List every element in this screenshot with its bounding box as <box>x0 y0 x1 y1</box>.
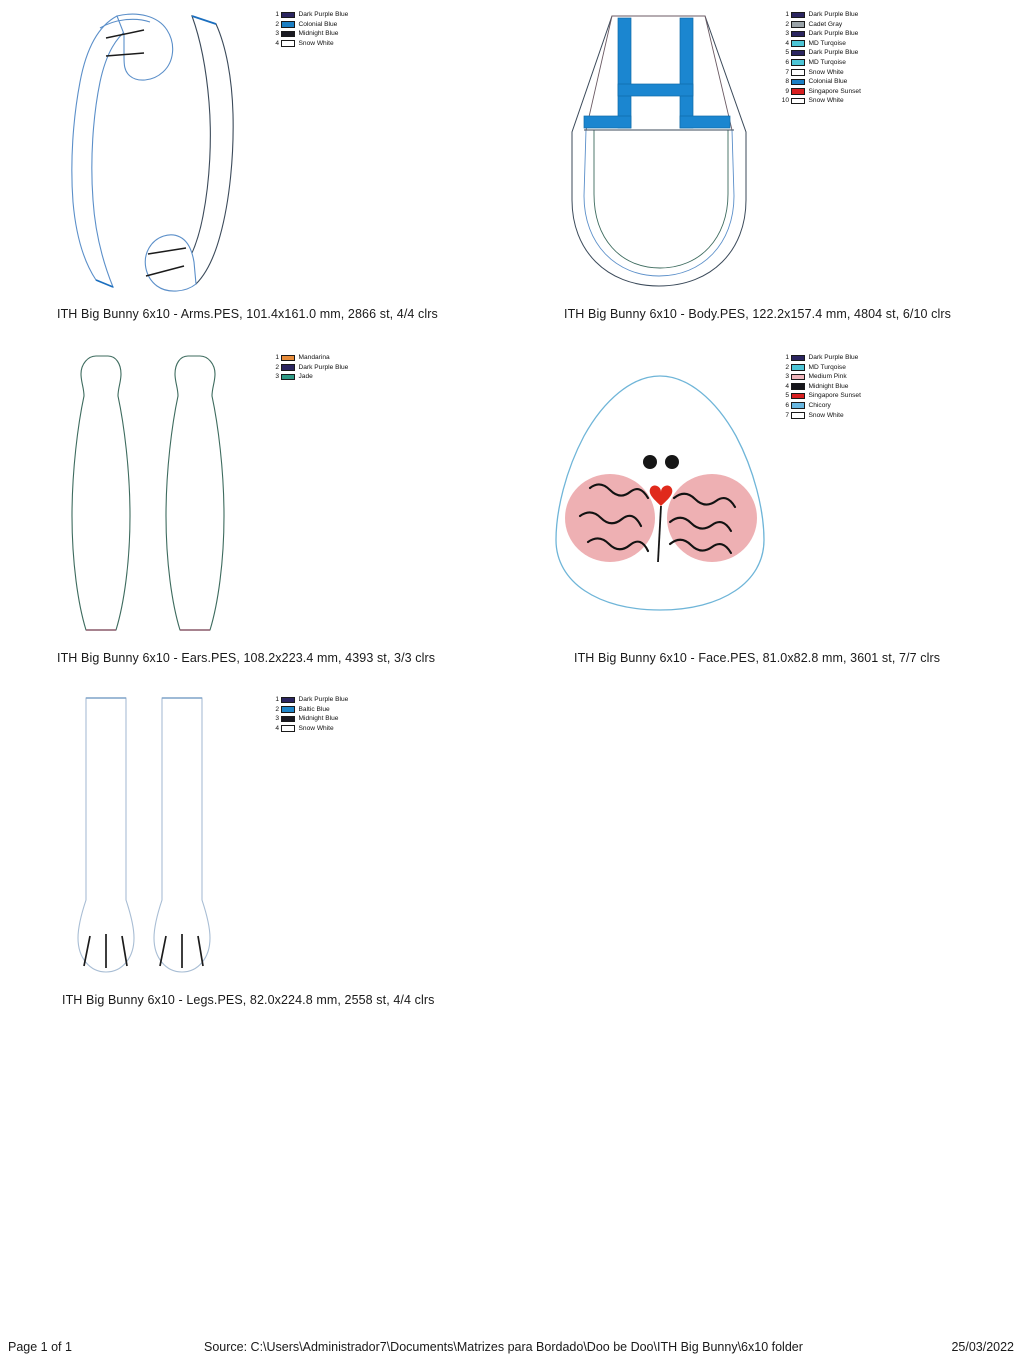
legend-color-swatch <box>791 79 805 86</box>
legend-color-name: MD Turqoise <box>808 363 846 371</box>
legend-row <box>268 20 348 30</box>
legend-number: 1 <box>275 354 279 361</box>
legend-color-swatch <box>281 706 295 713</box>
design-caption-arms: ITH Big Bunny 6x10 - Arms.PES, 101.4x161.0 mm, 2866 st, 4/4 clrs <box>57 307 438 321</box>
legend-color-name: Snow White <box>808 68 844 76</box>
legend-color-swatch <box>281 21 295 28</box>
legend-number: 1 <box>275 11 279 18</box>
legend-number: 1 <box>275 696 279 703</box>
legend-row <box>778 20 861 30</box>
design-caption-ears: ITH Big Bunny 6x10 - Ears.PES, 108.2x223.4 mm, 4393 st, 3/3 clrs <box>57 651 436 665</box>
legend-color-name: Snow White <box>808 411 844 419</box>
legend-number: 2 <box>275 20 279 28</box>
legend-color-swatch <box>791 69 805 76</box>
legend-color-name: Midnight Blue <box>808 382 849 390</box>
legend-color-swatch <box>281 374 295 381</box>
legend-row <box>268 714 348 724</box>
legend-row <box>778 87 861 97</box>
legend-color-name: Colonial Blue <box>808 78 848 86</box>
legend-row <box>778 382 861 392</box>
legend-number: 7 <box>785 411 789 419</box>
legend-number: 2 <box>275 363 279 371</box>
legend-color-name: Dark Purple Blue <box>298 11 349 18</box>
legend-number: 4 <box>275 39 279 47</box>
legend-row <box>268 39 348 49</box>
legend-row <box>778 39 861 49</box>
legend-color-name: Snow White <box>808 97 844 105</box>
legend-row <box>778 48 861 58</box>
legend-row <box>268 363 348 373</box>
footer-date: 25/03/2022 <box>951 1340 1014 1354</box>
legend-color-swatch <box>281 697 295 704</box>
legend-row <box>268 10 348 20</box>
legend-color-swatch <box>791 59 805 66</box>
legend-color-name: Dark Purple Blue <box>298 696 349 703</box>
design-cell-legs <box>40 690 510 1008</box>
legend-number: 3 <box>785 373 789 381</box>
legend-color-name: Singapore Sunset <box>808 87 861 95</box>
legend-color-swatch <box>281 31 295 38</box>
legend-number: 9 <box>785 87 789 95</box>
legend-color-name: Colonial Blue <box>298 20 338 28</box>
design-artwork-legs <box>72 690 232 982</box>
legend-row <box>778 372 861 382</box>
legend-number: 2 <box>275 705 279 713</box>
legend-color-name: Dark Purple Blue <box>808 30 859 38</box>
legend-color-name: MD Turqoise <box>808 39 846 47</box>
legend-number: 10 <box>781 97 789 105</box>
design-cell-ears <box>40 348 510 666</box>
legend-color-name: Cadet Gray <box>808 20 843 28</box>
legend-row <box>778 10 861 20</box>
legend-row <box>268 353 348 363</box>
design-artwork-body <box>550 4 770 296</box>
color-legend-body <box>778 10 861 106</box>
legend-color-name: Mandarina <box>298 354 330 361</box>
legend-color-name: Dark Purple Blue <box>808 11 859 18</box>
legend-color-swatch <box>791 88 805 95</box>
legend-color-swatch <box>281 725 295 732</box>
legend-row <box>778 96 861 106</box>
legend-number: 3 <box>275 30 279 38</box>
legend-number: 3 <box>275 373 279 381</box>
legend-color-name: Singapore Sunset <box>808 392 861 400</box>
legend-color-name: MD Turqoise <box>808 58 846 66</box>
color-legend-arms <box>268 10 348 48</box>
design-cell-face <box>540 348 1010 666</box>
legend-number: 5 <box>785 392 789 400</box>
legend-row <box>778 363 861 373</box>
legend-color-name: Snow White <box>298 39 334 47</box>
legend-color-swatch <box>791 402 805 409</box>
legend-color-swatch <box>791 21 805 28</box>
design-caption-legs: ITH Big Bunny 6x10 - Legs.PES, 82.0x224.8 mm, 2558 st, 4/4 clrs <box>62 993 435 1007</box>
legend-number: 3 <box>275 715 279 723</box>
legend-color-swatch <box>791 98 805 105</box>
legend-color-swatch <box>791 12 805 19</box>
legend-number: 5 <box>785 49 789 57</box>
legend-color-name: Baltic Blue <box>298 705 330 713</box>
legend-color-name: Chicory <box>808 401 831 409</box>
legend-number: 7 <box>785 68 789 76</box>
legend-color-swatch <box>791 50 805 57</box>
color-legend-legs <box>268 695 348 733</box>
legend-color-swatch <box>791 374 805 381</box>
legend-row <box>778 411 861 421</box>
legend-color-name: Dark Purple Blue <box>298 363 349 371</box>
design-artwork-face <box>540 370 780 620</box>
legend-number: 4 <box>275 724 279 732</box>
color-legend-ears <box>268 353 348 382</box>
legend-row <box>778 77 861 87</box>
legend-number: 1 <box>785 354 789 361</box>
legend-color-swatch <box>791 355 805 362</box>
legend-color-name: Snow White <box>298 724 334 732</box>
legend-color-swatch <box>791 40 805 47</box>
legend-color-name: Midnight Blue <box>298 715 339 723</box>
legend-row <box>778 391 861 401</box>
legend-color-swatch <box>281 12 295 19</box>
legend-number: 8 <box>785 78 789 86</box>
legend-number: 3 <box>785 30 789 38</box>
legend-color-swatch <box>281 364 295 371</box>
legend-row <box>268 372 348 382</box>
legend-number: 1 <box>785 11 789 18</box>
legend-number: 4 <box>785 39 789 47</box>
legend-color-swatch <box>791 393 805 400</box>
legend-number: 6 <box>785 58 789 66</box>
legend-row <box>268 695 348 705</box>
design-caption-body: ITH Big Bunny 6x10 - Body.PES, 122.2x157.4 mm, 4804 st, 6/10 clrs <box>564 307 952 321</box>
legend-row <box>778 401 861 411</box>
footer-source-path: Source: C:\Users\Administrador7\Documents\Matrizes para Bordado\Doo be Doo\ITH Big Bunny\6x10 folder <box>204 1340 803 1354</box>
legend-color-swatch <box>791 364 805 371</box>
design-artwork-arms <box>40 4 270 296</box>
legend-color-name: Dark Purple Blue <box>808 49 859 57</box>
legend-color-name: Dark Purple Blue <box>808 354 859 361</box>
color-legend-face <box>778 353 861 420</box>
legend-color-name: Jade <box>298 373 313 381</box>
legend-color-swatch <box>281 716 295 723</box>
legend-color-name: Midnight Blue <box>298 30 339 38</box>
legend-row <box>778 58 861 68</box>
legend-color-swatch <box>791 383 805 390</box>
design-caption-face: ITH Big Bunny 6x10 - Face.PES, 81.0x82.8 mm, 3601 st, 7/7 clrs <box>574 651 941 665</box>
legend-row <box>268 724 348 734</box>
legend-row <box>778 353 861 363</box>
legend-number: 6 <box>785 401 789 409</box>
legend-row <box>268 29 348 39</box>
legend-row <box>778 68 861 78</box>
legend-row <box>778 29 861 39</box>
legend-row <box>268 705 348 715</box>
legend-number: 2 <box>785 20 789 28</box>
page-footer <box>0 1340 1024 1356</box>
legend-color-name: Medium Pink <box>808 373 847 381</box>
legend-color-swatch <box>281 40 295 47</box>
legend-color-swatch <box>791 31 805 38</box>
footer-page-number: Page 1 of 1 <box>8 1340 72 1354</box>
design-cell-body <box>540 4 1010 322</box>
legend-number: 2 <box>785 363 789 371</box>
design-artwork-ears <box>68 348 228 640</box>
legend-number: 4 <box>785 382 789 390</box>
design-cell-arms <box>40 4 510 322</box>
legend-color-swatch <box>281 355 295 362</box>
legend-color-swatch <box>791 412 805 419</box>
